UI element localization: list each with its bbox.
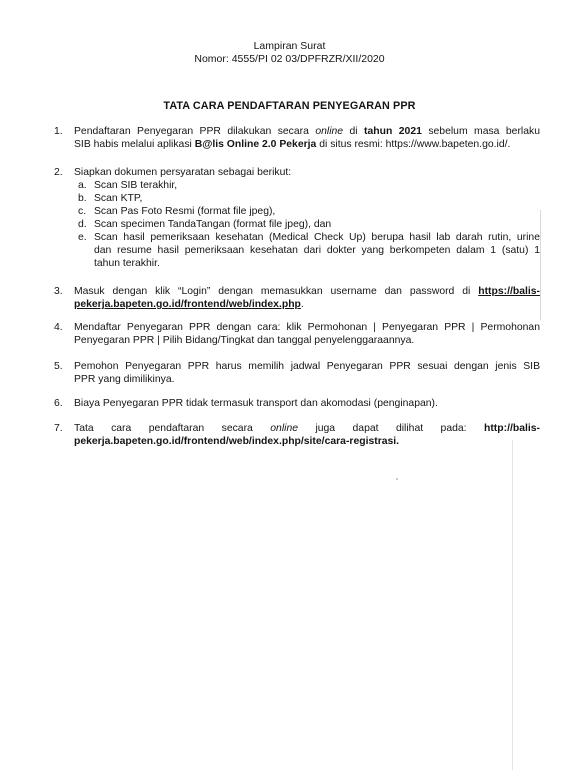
item-7-line-1: Tata cara pendaftaran secara online juga dapat dilihat pada: http://balis- <box>74 423 540 434</box>
item-number: 6. <box>54 398 63 409</box>
item-4-line-1: Mendaftar Penyegaran PPR dengan cara: klik Permohonan | Penyegaran PPR | Permohonan <box>74 322 540 333</box>
header-attachment-label: Lampiran Surat <box>253 40 326 52</box>
scan-artifact-line <box>512 440 513 770</box>
header-letter-number: Nomor: 4555/PI 02 03/DPFRZR/XII/2020 <box>194 53 385 65</box>
item-number: 3. <box>54 286 63 297</box>
sub-item-a: a. Scan SIB terakhir, <box>78 180 178 191</box>
item-5-line-2: PPR yang dimilikinya. <box>74 374 175 385</box>
scan-artifact-dot <box>396 478 398 480</box>
item-7-line-2 <box>74 435 540 448</box>
registration-url[interactable]: http://balis- <box>484 423 540 434</box>
item-1-line-1: Pendaftaran Penyegaran PPR dilakukan secara online di tahun 2021 sebelum masa berlaku <box>74 126 540 137</box>
document-title: TATA CARA PENDAFTARAN PENYEGARAN PPR <box>163 100 416 112</box>
item-number: 5. <box>54 361 63 372</box>
item-number: 2. <box>54 167 63 178</box>
sub-item-c: c. Scan Pas Foto Resmi (format file jpeg), <box>78 206 276 217</box>
item-1-line-2: SIB habis melalui aplikasi B@lis Online 2.0 Pekerja di situs resmi: https://www.bapeten.go.id/. <box>74 139 511 150</box>
item-5-line-1: Pemohon Penyegaran PPR harus memilih jadwal Penyegaran PPR sesuai dengan jenis SIB <box>74 361 540 372</box>
login-url-link[interactable]: https://balis- <box>478 286 540 297</box>
item-number: 1. <box>54 126 63 137</box>
item-2-intro: Siapkan dokumen persyaratan sebagai berikut: <box>74 167 292 178</box>
item-6-line-1: Biaya Penyegaran PPR tidak termasuk transport dan akomodasi (penginapan). <box>74 398 438 409</box>
sub-item-d: d. Scan specimen TandaTangan (format file jpeg), dan <box>78 219 332 230</box>
item-number: 7. <box>54 423 63 434</box>
login-url-link-cont[interactable]: pekerja.bapeten.go.id/frontend/web/index.php <box>74 299 301 310</box>
item-number: 4. <box>54 322 63 333</box>
registration-url-cont[interactable]: pekerja.bapeten.go.id/frontend/web/index.php/site/cara-registrasi. <box>74 436 400 447</box>
sub-item-b: b. Scan KTP, <box>78 193 143 204</box>
sub-item-e: e. Scan hasil pemeriksaan kesehatan (Medical Check Up) berupa hasil lab darah rutin, urine dan resume hasil pemeriksaan kesehatan dari dokter yang berkompeten dalam 1 (satu) 1 tahun terakhir. <box>78 232 540 269</box>
item-3-line-2: pekerja.bapeten.go.id/frontend/web/index.php. <box>74 299 304 310</box>
item-4-line-2: Penyegaran PPR | Pilih Bidang/Tingkat dan tanggal penyelenggaraannya. <box>74 335 415 346</box>
item-3-line-1: Masuk dengan klik “Login” dengan memasukkan username dan password di https://balis- <box>74 286 540 297</box>
scan-artifact-line <box>540 210 541 320</box>
